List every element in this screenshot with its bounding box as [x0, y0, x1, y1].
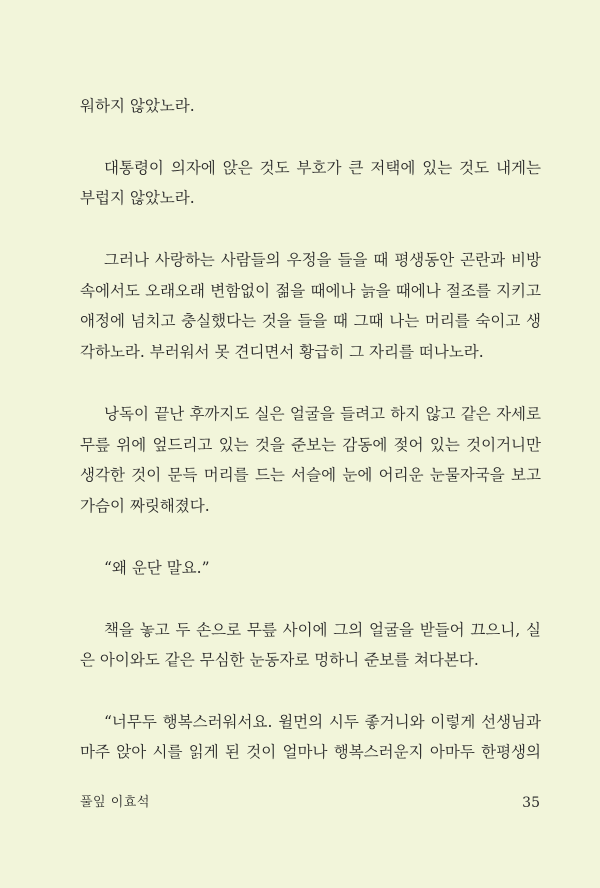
text-line: 가슴이 짜릿해졌다.	[80, 497, 210, 515]
text-line: 은 아이와도 같은 무심한 눈동자로 멍하니 준보를 쳐다본다.	[80, 651, 479, 669]
text-line: 책을 놓고 두 손으로 무릎 사이에 그의 얼굴을 받들어 끄으니, 실	[104, 621, 541, 639]
text-line: 애정에 넘치고 충실했다는 것을 들을 때 그때 나는 머리를 숙이고 생	[80, 312, 541, 330]
text-line: 각하노라. 부러워서 못 견디면서 황급히 그 자리를 떠나노라.	[80, 343, 484, 361]
text-line: 낭독이 끝난 후까지도 실은 얼굴을 들려고 하지 않고 같은 자세로	[104, 405, 541, 423]
text-line: 속에서도 오래오래 변함없이 젊을 때에나 늙을 때에나 절조를 지키고	[80, 282, 541, 300]
text-line: 워하지 않았노라.	[80, 97, 195, 115]
text-line: “너무두 행복스러워서요. 윌먼의 시두 좋거니와 이렇게 선생님과	[104, 713, 541, 731]
text-line: 부럽지 않았노라.	[80, 189, 195, 207]
text-line: “왜 운단 말요.”	[104, 559, 210, 577]
book-title-footer: 풀잎 이효석	[80, 795, 150, 810]
text-line: 대통령이 의자에 앉은 것도 부호가 큰 저택에 있는 것도 내게는	[104, 159, 541, 177]
text-line: 생각한 것이 문득 머리를 드는 서슬에 눈에 어리운 눈물자국을 보고	[80, 466, 541, 484]
page-number: 35	[522, 795, 540, 811]
text-line: 무릎 위에 엎드리고 있는 것을 준보는 감동에 젖어 있는 것이거니만	[80, 436, 541, 454]
text-line: 마주 앉아 시를 읽게 된 것이 얼마나 행복스러운지 아마두 한평생의	[80, 743, 541, 761]
text-line: 그러나 사랑하는 사람들의 우정을 들을 때 평생동안 곤란과 비방	[104, 251, 541, 269]
